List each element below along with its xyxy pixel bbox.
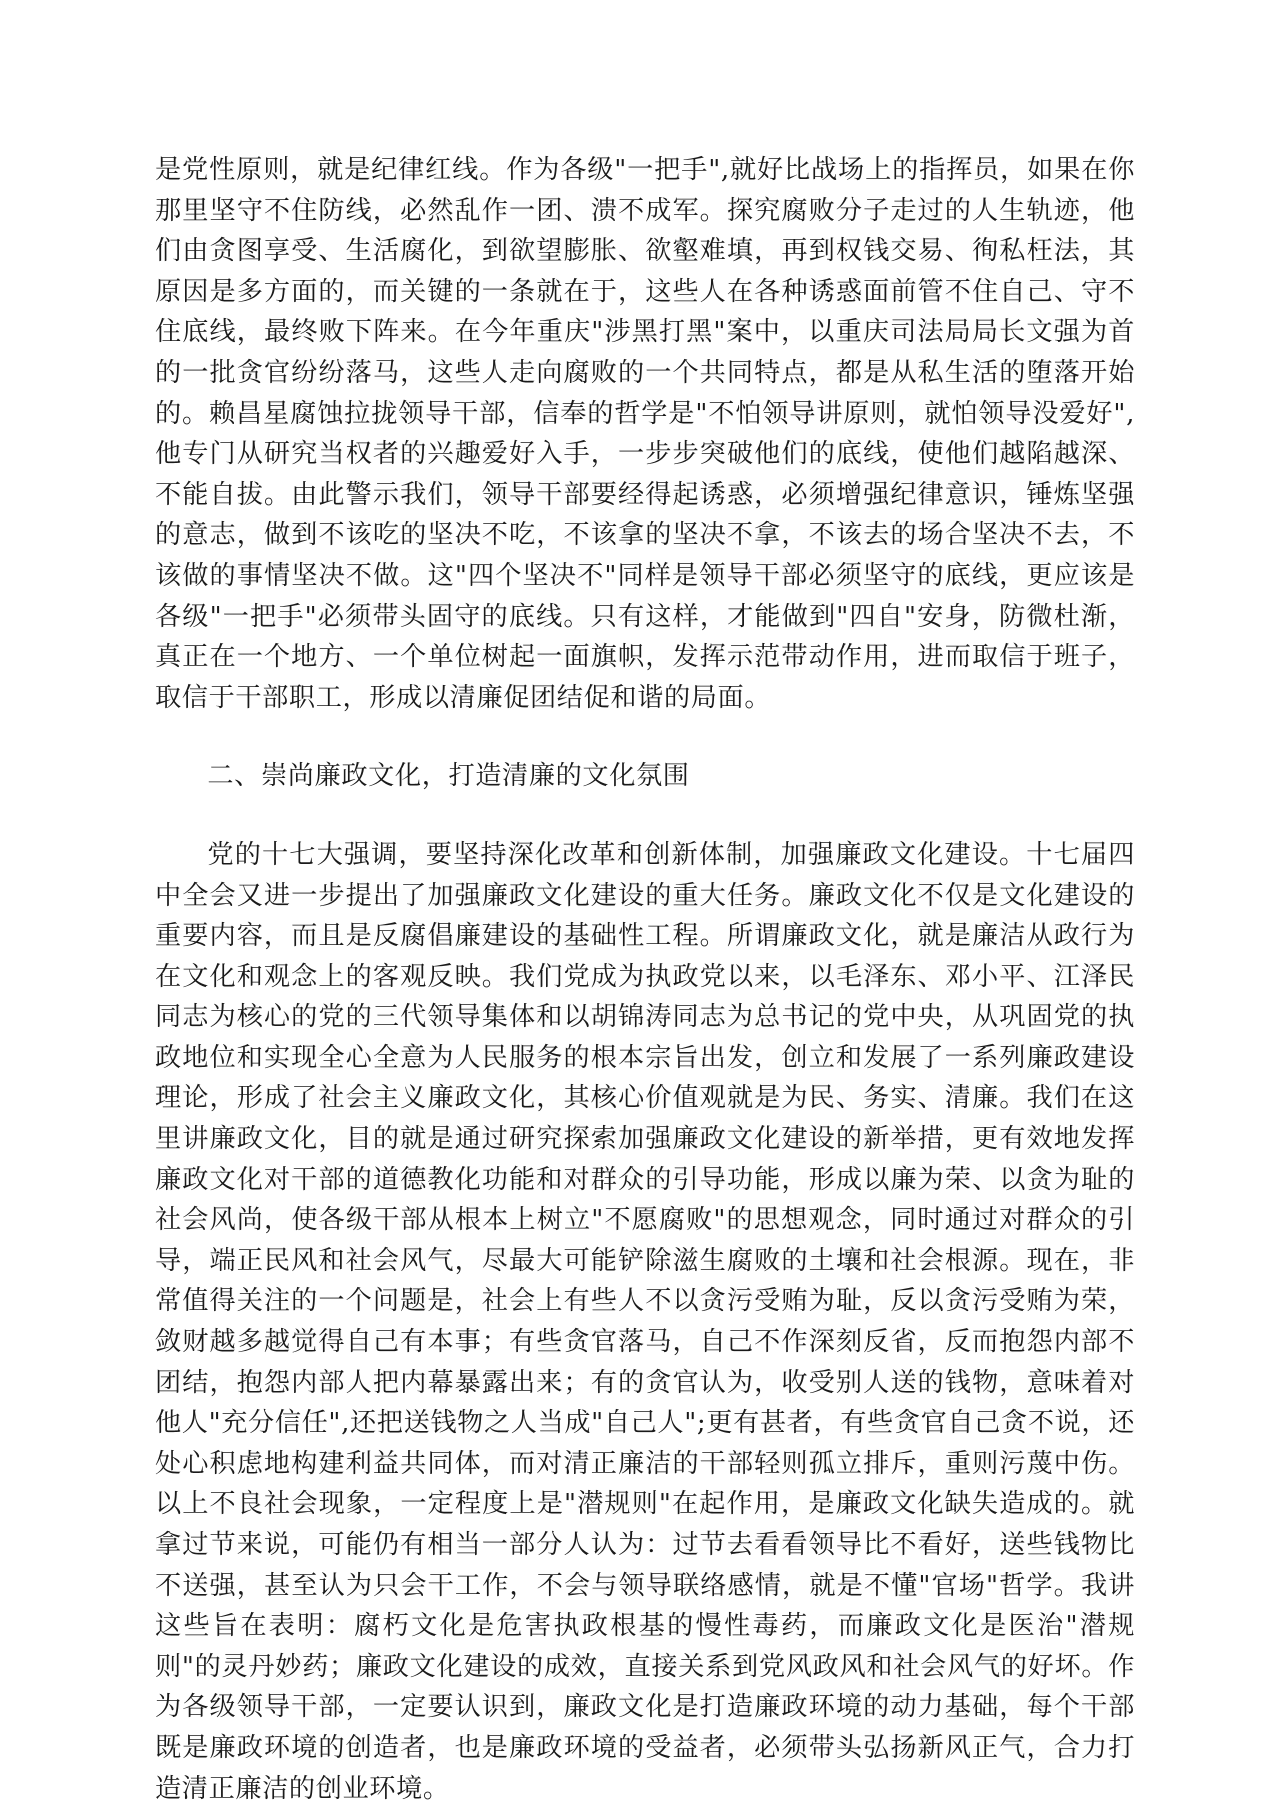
body-paragraph-continued: 是党性原则，就是纪律红线。作为各级"一把手",就好比战场上的指挥员，如果在你那里坚守不住防线，必然乱作一团、溃不成军。探究腐败分子走过的人生轨迹，他们由贪图享受、生活腐化，到欲望膨胀、欲壑难填，再到权钱交易、徇私枉法，其原因是多方面的，而关键的一条就在于，这些人在各种诱惑面前管不住自己、守不住底线，最终败下阵来。在今年重庆"涉黑打黑"案中，以重庆司法局局长文强为首的一批贪官纷纷落马，这些人走向腐败的一个共同特点，都是从私生活的堕落开始的。赖昌星腐蚀拉拢领导干部，信奉的哲学是"不怕领导讲原则，就怕领导没爱好",他专门从研究当权者的兴趣爱好入手，一步步突破他们的底线，使他们越陷越深、不能自拔。由此警示我们，领导干部要经得起诱惑，必须增强纪律意识，锤炼坚强的意志，做到不该吃的坚决不吃，不该拿的坚决不拿，不该去的场合坚决不去，不该做的事情坚决不做。这"四个坚决不"同样是领导干部必须坚守的底线，更应该是各级"一把手"必须带头固守的底线。只有这样，才能做到"四自"安身，防微杜渐，真正在一个地方、一个单位树起一面旗帜，发挥示范带动作用，进而取信于班子，取信于干部职工，形成以清廉促团结促和谐的局面。 [155, 155, 1135, 713]
section-heading: 二、崇尚廉政文化，打造清廉的文化氛围 [207, 761, 690, 792]
body-paragraph: 党的十七大强调，要坚持深化改革和创新体制，加强廉政文化建设。十七届四中全会又进一步提出了加强廉政文化建设的重大任务。廉政文化不仅是文化建设的重要内容，而且是反腐倡廉建设的基础性工程。所谓廉政文化，就是廉洁从政行为在文化和观念上的客观反映。我们党成为执政党以来，以毛泽东、邓小平、江泽民同志为核心的党的三代领导集体和以胡锦涛同志为总书记的党中央，从巩固党的执政地位和实现全心全意为人民服务的根本宗旨出发，创立和发展了一系列廉政建设理论，形成了社会主义廉政文化，其核心价值观就是为民、务实、清廉。我们在这里讲廉政文化，目的就是通过研究探索加强廉政文化建设的新举措，更有效地发挥廉政文化对干部的道德教化功能和对群众的引导功能，形成以廉为荣、以贪为耻的社会风尚，使各级干部从根本上树立"不愿腐败"的思想观念，同时通过对群众的引导，端正民风和社会风气，尽最大可能铲除滋生腐败的土壤和社会根源。现在，非常值得关注的一个问题是，社会上有些人不以贪污受贿为耻，反以贪污受贿为荣，敛财越多越觉得自己有本事；有些贪官落马，自己不作深刻反省，反而抱怨内部不团结，抱怨内部人把内幕暴露出来；有的贪官认为，收受别人送的钱物，意味着对他人"充分信任",还把送钱物之人当成"自己人";更有甚者，有些贪官自己贪不说，还处心积虑地构建利益共同体，而对清正廉洁的干部轻则孤立排斥，重则污蔑中伤。以上不良社会现象，一定程度上是"潜规则"在起作用，是廉政文化缺失造成的。就拿过节来说，可能仍有相当一部分人认为：过节去看看领导比不看好，送些钱物比不送强，甚至认为只会干工作，不会与领导联络感情，就是不懂"官场"哲学。我讲这些旨在表明：腐朽文化是危害执政根基的慢性毒药，而廉政文化是医治"潜规则"的灵丹妙药；廉政文化建设的成效，直接关系到党风政风和社会风气的好坏。作为各级领导干部，一定要认识到，廉政文化是打造廉政环境的动力基础，每个干部既是廉政环境的创造者，也是廉政环境的受益者，必须带头弘扬新风正气，合力打造清正廉洁的创业环境。 [155, 839, 1135, 1804]
paragraph-gap [155, 797, 1135, 835]
document-page [155, 150, 1135, 1809]
paragraph-gap [155, 718, 1135, 756]
